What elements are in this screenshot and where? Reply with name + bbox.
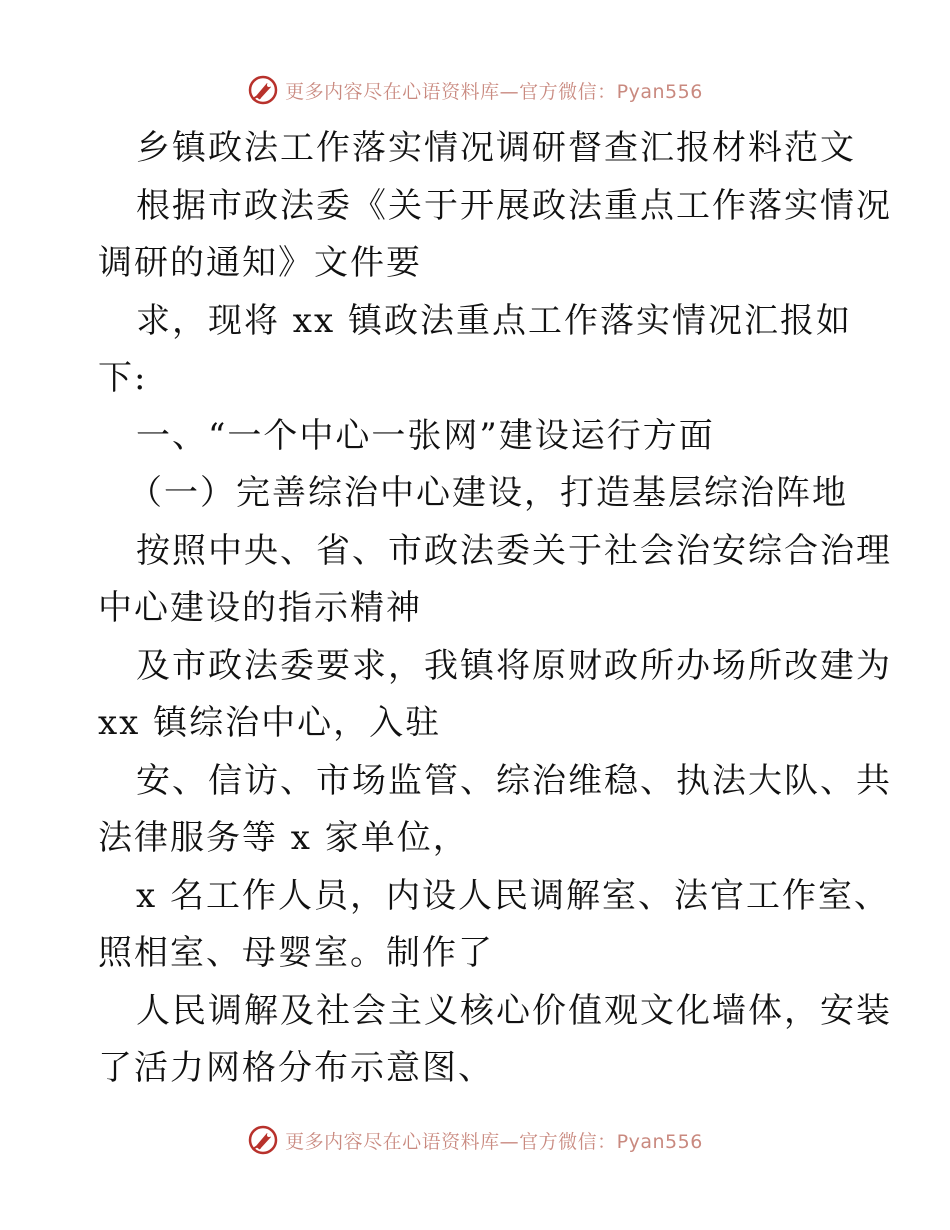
- body-line: x 名工作人员，内设人民调解室、法官工作室、: [136, 875, 890, 916]
- header-banner-text: 更多内容尽在心语资料库—官方微信：Pyan556: [285, 80, 703, 103]
- body-line: 人民调解及社会主义核心价值观文化墙体，安装: [136, 990, 892, 1031]
- document-body: [98, 120, 892, 1098]
- body-line: 照相室、母婴室。制作了: [98, 933, 494, 973]
- subsection-heading: （一）完善综治中心建设，打造基层综治阵地: [128, 473, 848, 513]
- footer-banner-text: 更多内容尽在心语资料库—官方微信：Pyan556: [285, 1130, 703, 1153]
- document-title: 乡镇政法工作落实情况调研督查汇报材料范文: [136, 128, 856, 168]
- section-heading: 一、“一个中心一张网”建设运行方面: [136, 415, 715, 456]
- body-line: 按照中央、省、市政法委关于社会治安综合治理: [136, 530, 892, 571]
- body-line: 调研的通知》文件要: [98, 243, 422, 283]
- body-line: 法律服务等 x 家单位，: [98, 818, 469, 858]
- header-banner: [0, 70, 950, 110]
- body-line: xx 镇综治中心，入驻: [98, 703, 442, 743]
- body-line: 下:: [98, 358, 148, 398]
- body-line: 及市政法委要求，我镇将原财政所办场所改建为: [136, 645, 892, 686]
- body-line: 安、信访、市场监管、综治维稳、执法大队、共: [136, 760, 892, 801]
- brand-logo-icon: [247, 1124, 279, 1156]
- brand-logo-icon: [247, 74, 279, 106]
- footer-banner: [0, 1120, 950, 1160]
- body-line: 中心建设的指示精神: [98, 588, 422, 628]
- body-line: 根据市政法委《关于开展政法重点工作落实情况: [136, 185, 892, 226]
- body-line: 求，现将 xx 镇政法重点工作落实情况汇报如: [136, 300, 852, 341]
- body-line: 了活力网格分布示意图、: [98, 1048, 494, 1088]
